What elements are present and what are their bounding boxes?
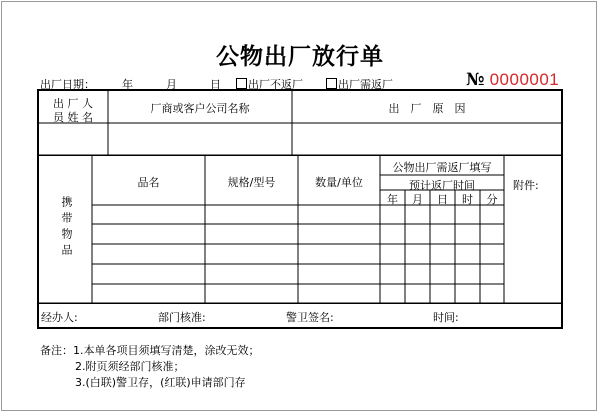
col-hour: 时: [462, 193, 473, 206]
month-label: 月: [166, 78, 177, 91]
note-line-3: 3.(白联)警卫存，(红联)申请部门存: [75, 376, 246, 389]
notes-block: [40, 343, 260, 391]
no-return-option[interactable]: 出厂不返厂: [236, 76, 303, 92]
dept-approval-label: 部门核准:: [158, 311, 206, 324]
numero-sign: №: [466, 70, 485, 90]
note-line-2: 2.附页须经部门核准；: [75, 360, 185, 373]
return-option[interactable]: 出厂需返厂: [326, 76, 393, 92]
person-label-line2: 员 姓 名: [53, 111, 93, 124]
attachment-label: 附件:: [513, 179, 539, 192]
date-label: 出厂日期：: [40, 78, 95, 91]
reason-label: 出 厂 原 因: [388, 102, 466, 115]
return-header: 公物出厂需返厂填写: [392, 161, 492, 174]
company-name-field[interactable]: [109, 124, 291, 154]
col-month: 月: [412, 193, 423, 206]
person-name-field[interactable]: [40, 124, 106, 154]
form-title: 公物出厂放行单: [216, 43, 384, 70]
col-quantity: 数量/单位: [315, 176, 363, 189]
col-year: 年: [387, 193, 398, 206]
person-name-label: [40, 97, 106, 125]
company-name-label: 厂商或客户公司名称: [150, 102, 250, 115]
notes-label: 备注：: [40, 344, 73, 357]
col-spec: 规格/型号: [227, 176, 276, 189]
person-label-line1: 出 厂 人: [53, 97, 93, 110]
reason-field[interactable]: [293, 124, 560, 154]
col-minute: 分: [486, 193, 498, 206]
year-label: 年: [122, 78, 133, 91]
col-item-name: 品名: [137, 176, 160, 189]
col-day: 日: [437, 193, 448, 206]
day-label: 日: [210, 78, 221, 91]
expected-return-label: 预计返厂时间: [409, 179, 475, 192]
time-label: 时间:: [433, 311, 459, 324]
guard-sign-label: 警卫签名:: [286, 311, 334, 324]
carried-items-label: 携带物品: [60, 196, 73, 260]
note-line-1: 1.本单各项目须填写清楚，涂改无效；: [73, 344, 260, 357]
serial-value: 0000001: [489, 70, 560, 89]
handler-label: 经办人:: [41, 311, 78, 324]
